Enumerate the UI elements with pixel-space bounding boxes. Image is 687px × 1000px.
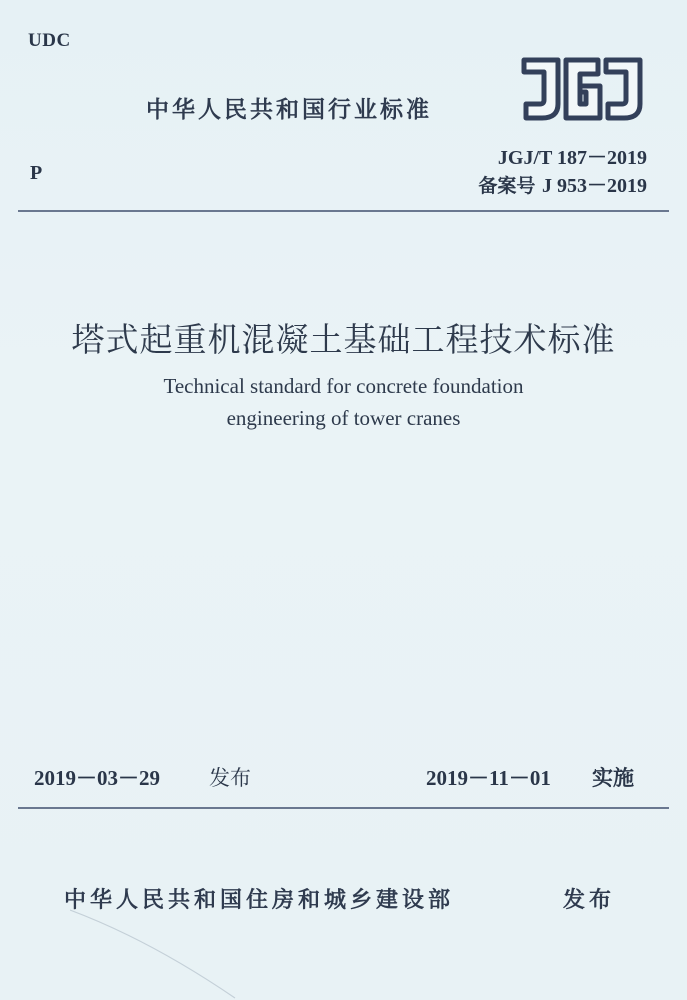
title-english-line-2: engineering of tower cranes (226, 406, 461, 430)
effective-label: 实施 (592, 766, 634, 790)
title-english-line-1: Technical standard for concrete foundation (163, 374, 524, 398)
issuer-publish-label: 发布 (563, 888, 616, 913)
issuing-authority: 中华人民共和国住房和城乡建设部 (64, 888, 455, 913)
bottom-divider (18, 807, 669, 809)
paper-crease (70, 900, 240, 1000)
publish-date: 2019－03－29 (34, 766, 160, 790)
classification-code: P (30, 162, 43, 184)
record-number: J 953－2019 (542, 175, 647, 197)
standard-code: JGJ/T 187－2019 (497, 147, 647, 169)
record-number-line (478, 169, 647, 198)
publish-label: 发布 (209, 766, 251, 790)
top-divider (18, 210, 669, 212)
record-label: 备案号 (478, 175, 536, 197)
industry-standard-heading: 中华人民共和国行业标准 (146, 97, 432, 123)
effective-date: 2019－11－01 (426, 766, 551, 790)
title-english (0, 370, 687, 434)
title-chinese: 塔式起重机混凝土基础工程技术标准 (71, 320, 616, 359)
udc-label: UDC (28, 30, 71, 51)
jgj-logo (518, 52, 646, 124)
